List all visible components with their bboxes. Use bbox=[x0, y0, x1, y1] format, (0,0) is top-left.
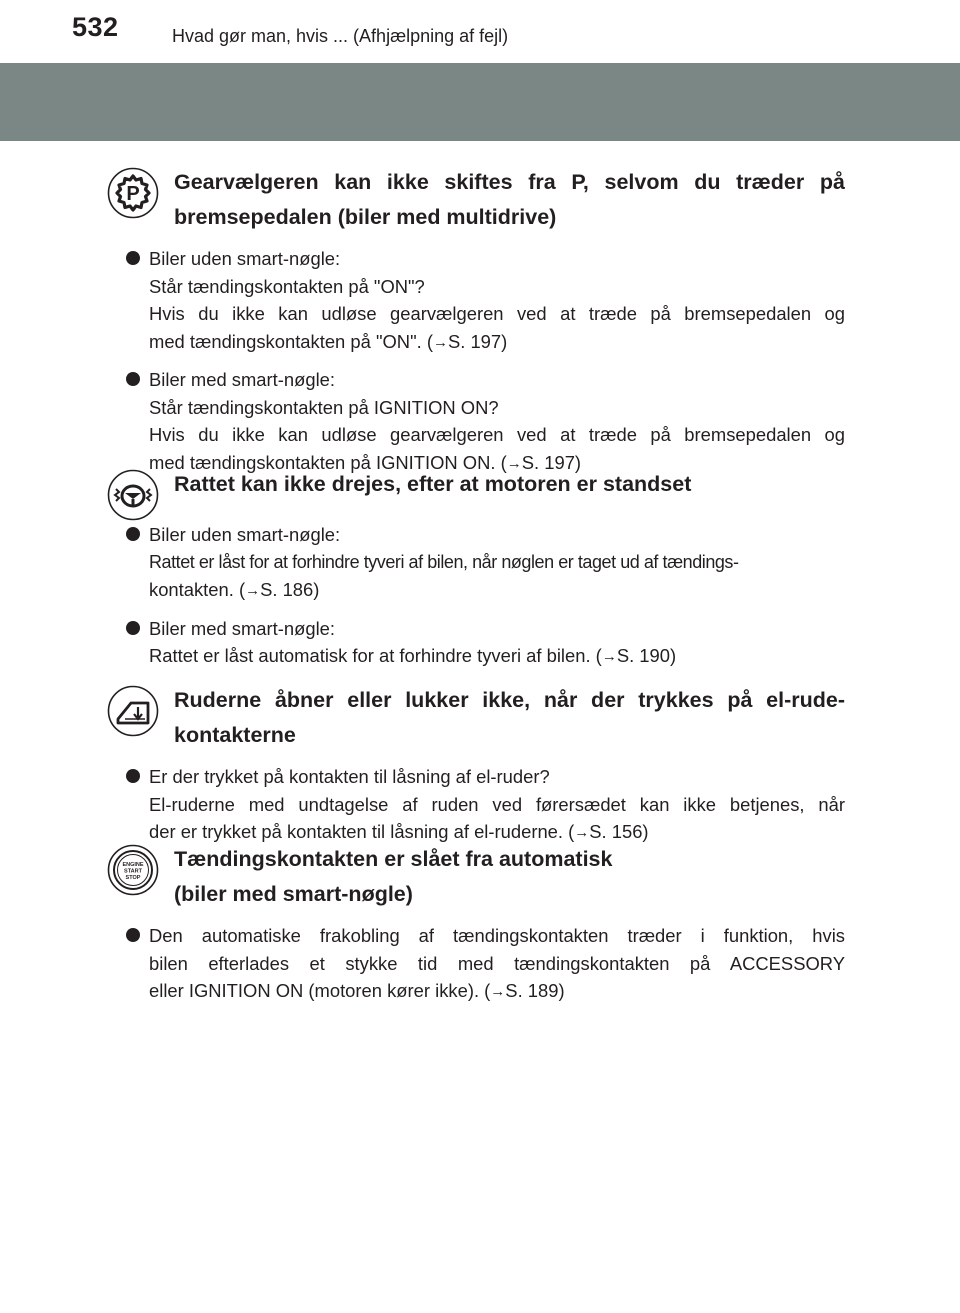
section-shift-lock bbox=[100, 165, 845, 487]
svg-text:P: P bbox=[126, 183, 140, 205]
svg-text:START: START bbox=[124, 868, 142, 875]
page-reference-arrow-icon: → bbox=[601, 648, 617, 665]
bullet-dot-icon bbox=[126, 621, 140, 635]
section-title: Ruderne åbner eller lukker ikke, når der trykkes på el-rude-kontakterne bbox=[174, 688, 845, 747]
page-header bbox=[0, 0, 960, 60]
svg-text:ENGINE: ENGINE bbox=[122, 862, 144, 868]
bullet-dot-icon bbox=[126, 251, 140, 265]
bullet-list bbox=[100, 245, 845, 477]
svg-text:STOP: STOP bbox=[125, 875, 141, 881]
bullet-dot-icon bbox=[126, 527, 140, 541]
bullet-dot-icon bbox=[126, 372, 140, 386]
engine-start-stop-icon bbox=[107, 844, 159, 896]
page-number: 532 bbox=[72, 12, 119, 42]
page-reference-arrow-icon: → bbox=[432, 333, 448, 351]
bullet-list bbox=[100, 763, 845, 847]
steering-lock-icon bbox=[107, 469, 159, 521]
header-band bbox=[0, 63, 960, 141]
list-item: Biler med smart-nøgle: Rattet er låst automatisk for at forhindre tyveri af bilen. (→S. 190) bbox=[100, 615, 845, 671]
list-item: Biler uden smart-nøgle: Står tændingskontakten på "ON"? Hvis du ikke kan udløse gearvælgeren ved at træde på bremsepedalen og med tændingskontakten på "ON". (→S. 197) bbox=[100, 245, 845, 356]
list-item: Er der trykket på kontakten til låsning af el-ruder? El-ruderne med undtagelse af ruden ved førersædet kan ikke betjenes, når der er trykket på kontakten til låsning af el-ruderne. (→S. 156) bbox=[100, 763, 845, 847]
running-title: Hvad gør man, hvis ... (Afhjælpning af fejl) bbox=[172, 26, 509, 46]
bullet-list bbox=[100, 922, 845, 1006]
bullet-dot-icon bbox=[126, 769, 140, 783]
bullet-list bbox=[100, 521, 845, 671]
list-item: Den automatiske frakobling af tændingskontakten træder i funktion, hvis bilen efterlades et stykke tid med tændingskontakten på ACCESSORY eller IGNITION ON (motoren kører ikke). (→S. 189) bbox=[100, 922, 845, 1006]
section-title: Rattet kan ikke drejes, efter at motoren er standset bbox=[174, 472, 692, 496]
section-title: Gearvælgeren kan ikke skiftes fra P, selvom du træder på bremsepedalen (biler med multidrive) bbox=[174, 170, 845, 229]
section-steering-lock bbox=[100, 467, 845, 681]
page-reference-arrow-icon: → bbox=[490, 983, 506, 1000]
page-reference-arrow-icon: → bbox=[574, 824, 590, 841]
list-item: Biler med smart-nøgle: Står tændingskontakten på IGNITION ON? Hvis du ikke kan udløse gearvælgeren ved at træde på bremsepedalen og med tændingskontakten på IGNITION ON. (→S. 197) bbox=[100, 366, 845, 477]
section-title: Tændingskontakten er slået fra automatisk (biler med smart-nøgle) bbox=[174, 847, 613, 906]
page-reference-arrow-icon: → bbox=[506, 454, 522, 472]
section-ignition-auto-off bbox=[100, 842, 845, 1016]
section-power-windows bbox=[100, 683, 845, 857]
bullet-dot-icon bbox=[126, 928, 140, 942]
shift-lock-P-icon bbox=[107, 167, 159, 219]
power-window-icon bbox=[107, 685, 159, 737]
page-reference-arrow-icon: → bbox=[245, 582, 261, 599]
list-item: Biler uden smart-nøgle: Rattet er låst for at forhindre tyveri af bilen, når nøglen er taget ud af tændings- kontakten. (→S. 186) bbox=[100, 521, 845, 605]
